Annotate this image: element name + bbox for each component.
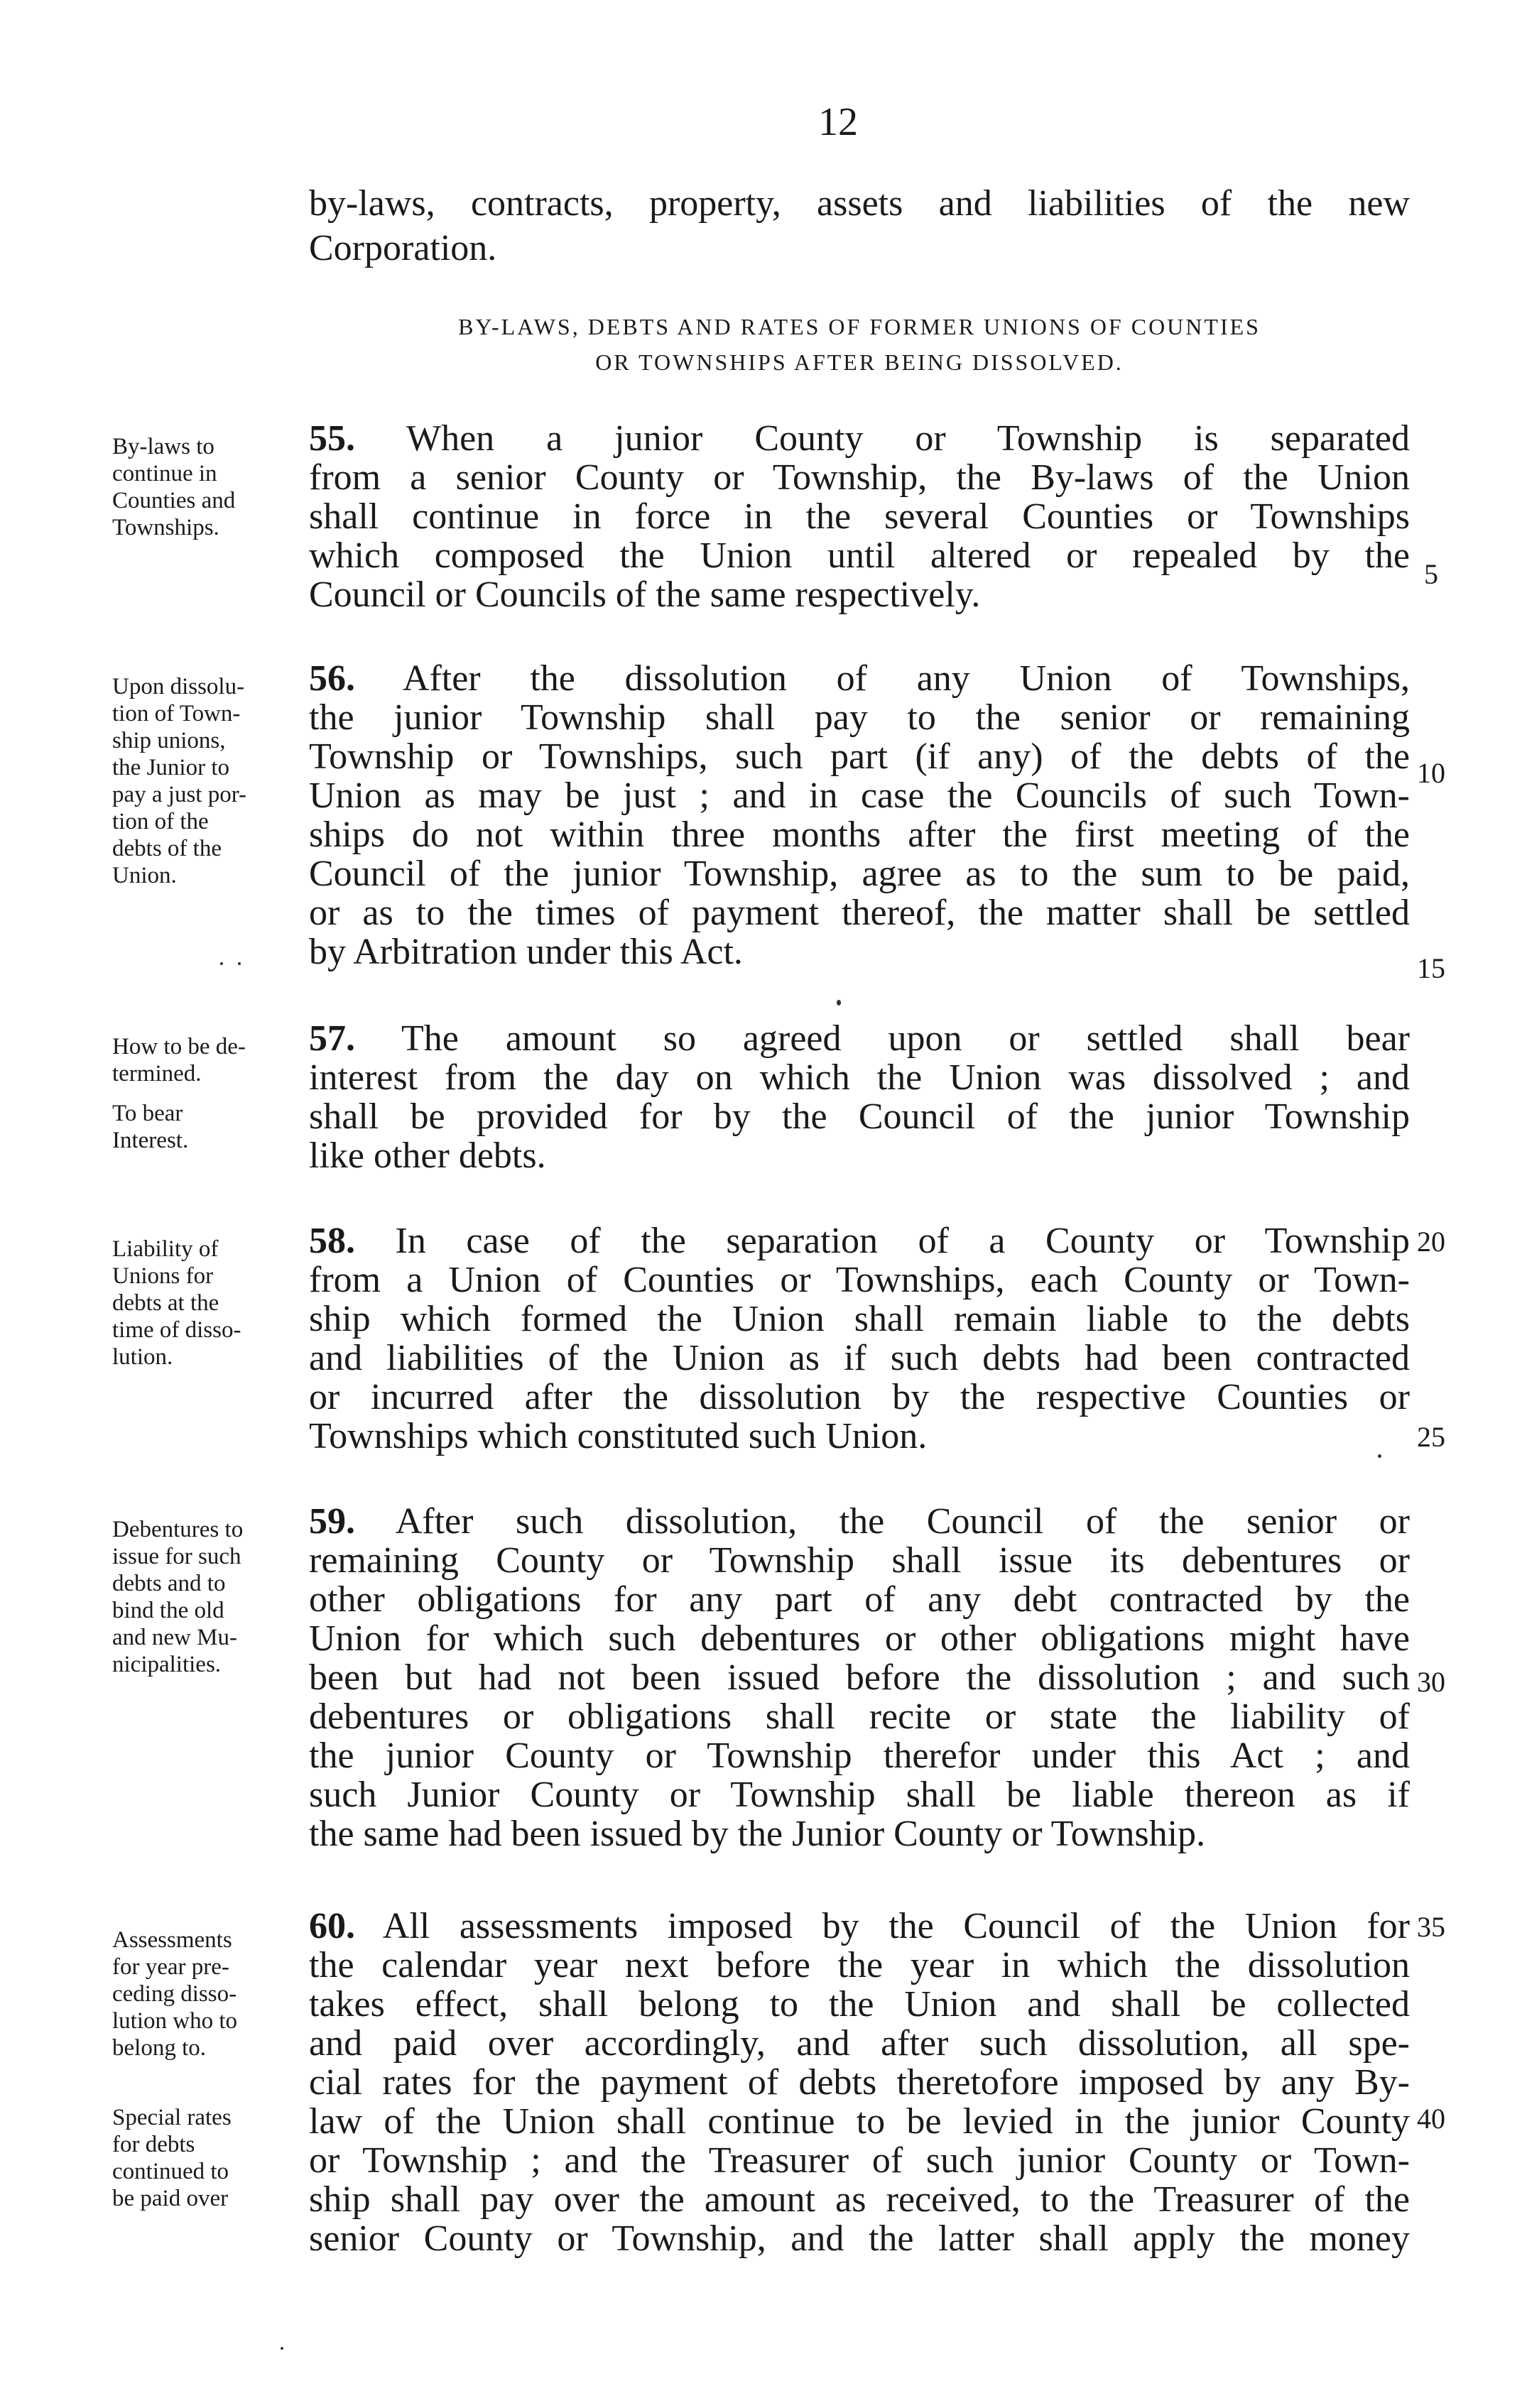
margin-note: How to be de- termined. To bear Interest.	[112, 1034, 246, 1153]
section-heading	[309, 309, 1410, 380]
scan-speck	[837, 1000, 841, 1006]
line-number: 10	[1417, 757, 1445, 789]
margin-note: Liability of Unions for debts at the time of disso- lution.	[112, 1236, 241, 1370]
intro-line: by-laws, contracts, property, assets and liabilities of the new	[309, 183, 1410, 224]
section-body: 57. The amount so agreed upon or settled shall bear interest from the day on which the Union was dissolved ; and shall be provided for by the Council of the junior Township like other debts.	[309, 1018, 1410, 1176]
line-number: 30	[1417, 1666, 1445, 1698]
section-number: 55.	[309, 418, 355, 459]
margin-note: Assessments for year pre- ceding disso- lution who to belong to. Special rates for debts continued to be paid over	[112, 1927, 238, 2211]
line-number: 5	[1424, 558, 1438, 590]
intro-line: Corporation.	[309, 228, 497, 268]
heading-line: BY-LAWS, DEBTS AND RATES OF FORMER UNIONS OF COUNTIES	[458, 314, 1261, 339]
section-number: 57.	[309, 1018, 355, 1059]
scan-speck	[238, 962, 241, 965]
line-number: 25	[1417, 1421, 1445, 1453]
line-number: 15	[1417, 952, 1445, 984]
section-body: 60. All assessments imposed by the Council of the Union for the calendar year next before the year in which the dissolution takes effect, shall belong to the Union and shall be collected and paid over accordingly, and after such dissolution, all spe- cial rates for the payment of debts theretofore imposed by any By- law of the Union shall continue to be levied in the junior County or Township ; and the Treasurer of such junior County or Town- ship shall pay over the amount as received, to the Treasurer of the senior County or Township, and the latter shall apply the money	[309, 1906, 1410, 2259]
intro-paragraph	[309, 181, 1410, 271]
margin-note: By-laws to continue in Counties and Townships.	[112, 434, 236, 540]
heading-line: OR TOWNSHIPS AFTER BEING DISSOLVED.	[595, 349, 1124, 375]
line-number: 35	[1417, 1911, 1445, 1943]
section-number: 56.	[309, 658, 355, 699]
section-body: 59. After such dissolution, the Council of the senior or remaining County or Township shall issue its debentures or other obligations for any part of any debt contracted by the Union for which such debentures or other obligations might have been but had not been issued before the dissolution ; and such debentures or obligations shall recite or state the liability of the junior County or Township therefor under this Act ; and such Junior County or Township shall be liable thereon as if the same had been issued by the Junior County or Township.	[309, 1501, 1410, 1854]
scan-speck	[281, 2347, 283, 2350]
line-number: 20	[1417, 1226, 1445, 1258]
margin-note: Upon dissolu- tion of Town- ship unions, the Junior to pay a just por- tion of the debts of the Union.	[112, 674, 247, 888]
section-body: 58. In case of the separation of a County or Township from a Union of Counties or Townships, each County or Town- ship which formed the Union shall remain liable to the debts and liabilities of the Union as if such debts had been contracted or incurred after the dissolution by the respective Counties or Townships which constituted such Union.	[309, 1221, 1410, 1456]
page-number: 12	[818, 100, 858, 144]
section-body: 56. After the dissolution of any Union of Townships, the junior Township shall pay to the senior or remaining Township or Townships, such part (if any) of the debts of the Union as may be just ; and in case the Councils of such Town- ships do not within three months after the first meeting of the Council of the junior Township, agree as to the sum to be paid, or as to the times of payment thereof, the matter shall be settled by Arbitration under this Act.	[309, 658, 1410, 972]
section-number: 59.	[309, 1501, 355, 1542]
section-number: 58.	[309, 1221, 355, 1261]
section-number: 60.	[309, 1906, 355, 1946]
scan-speck	[220, 962, 223, 965]
line-number: 40	[1417, 2103, 1445, 2135]
section-body: 55. When a junior County or Township is separated from a senior County or Township, the By-laws of the Union shall continue in force in the several Counties or Townships which composed the Union until altered or repealed by the Council or Councils of the same respectively.	[309, 418, 1410, 615]
scan-speck	[1378, 1454, 1381, 1458]
margin-note: Debentures to issue for such debts and to bind the old and new Mu- nicipalities.	[112, 1517, 244, 1677]
